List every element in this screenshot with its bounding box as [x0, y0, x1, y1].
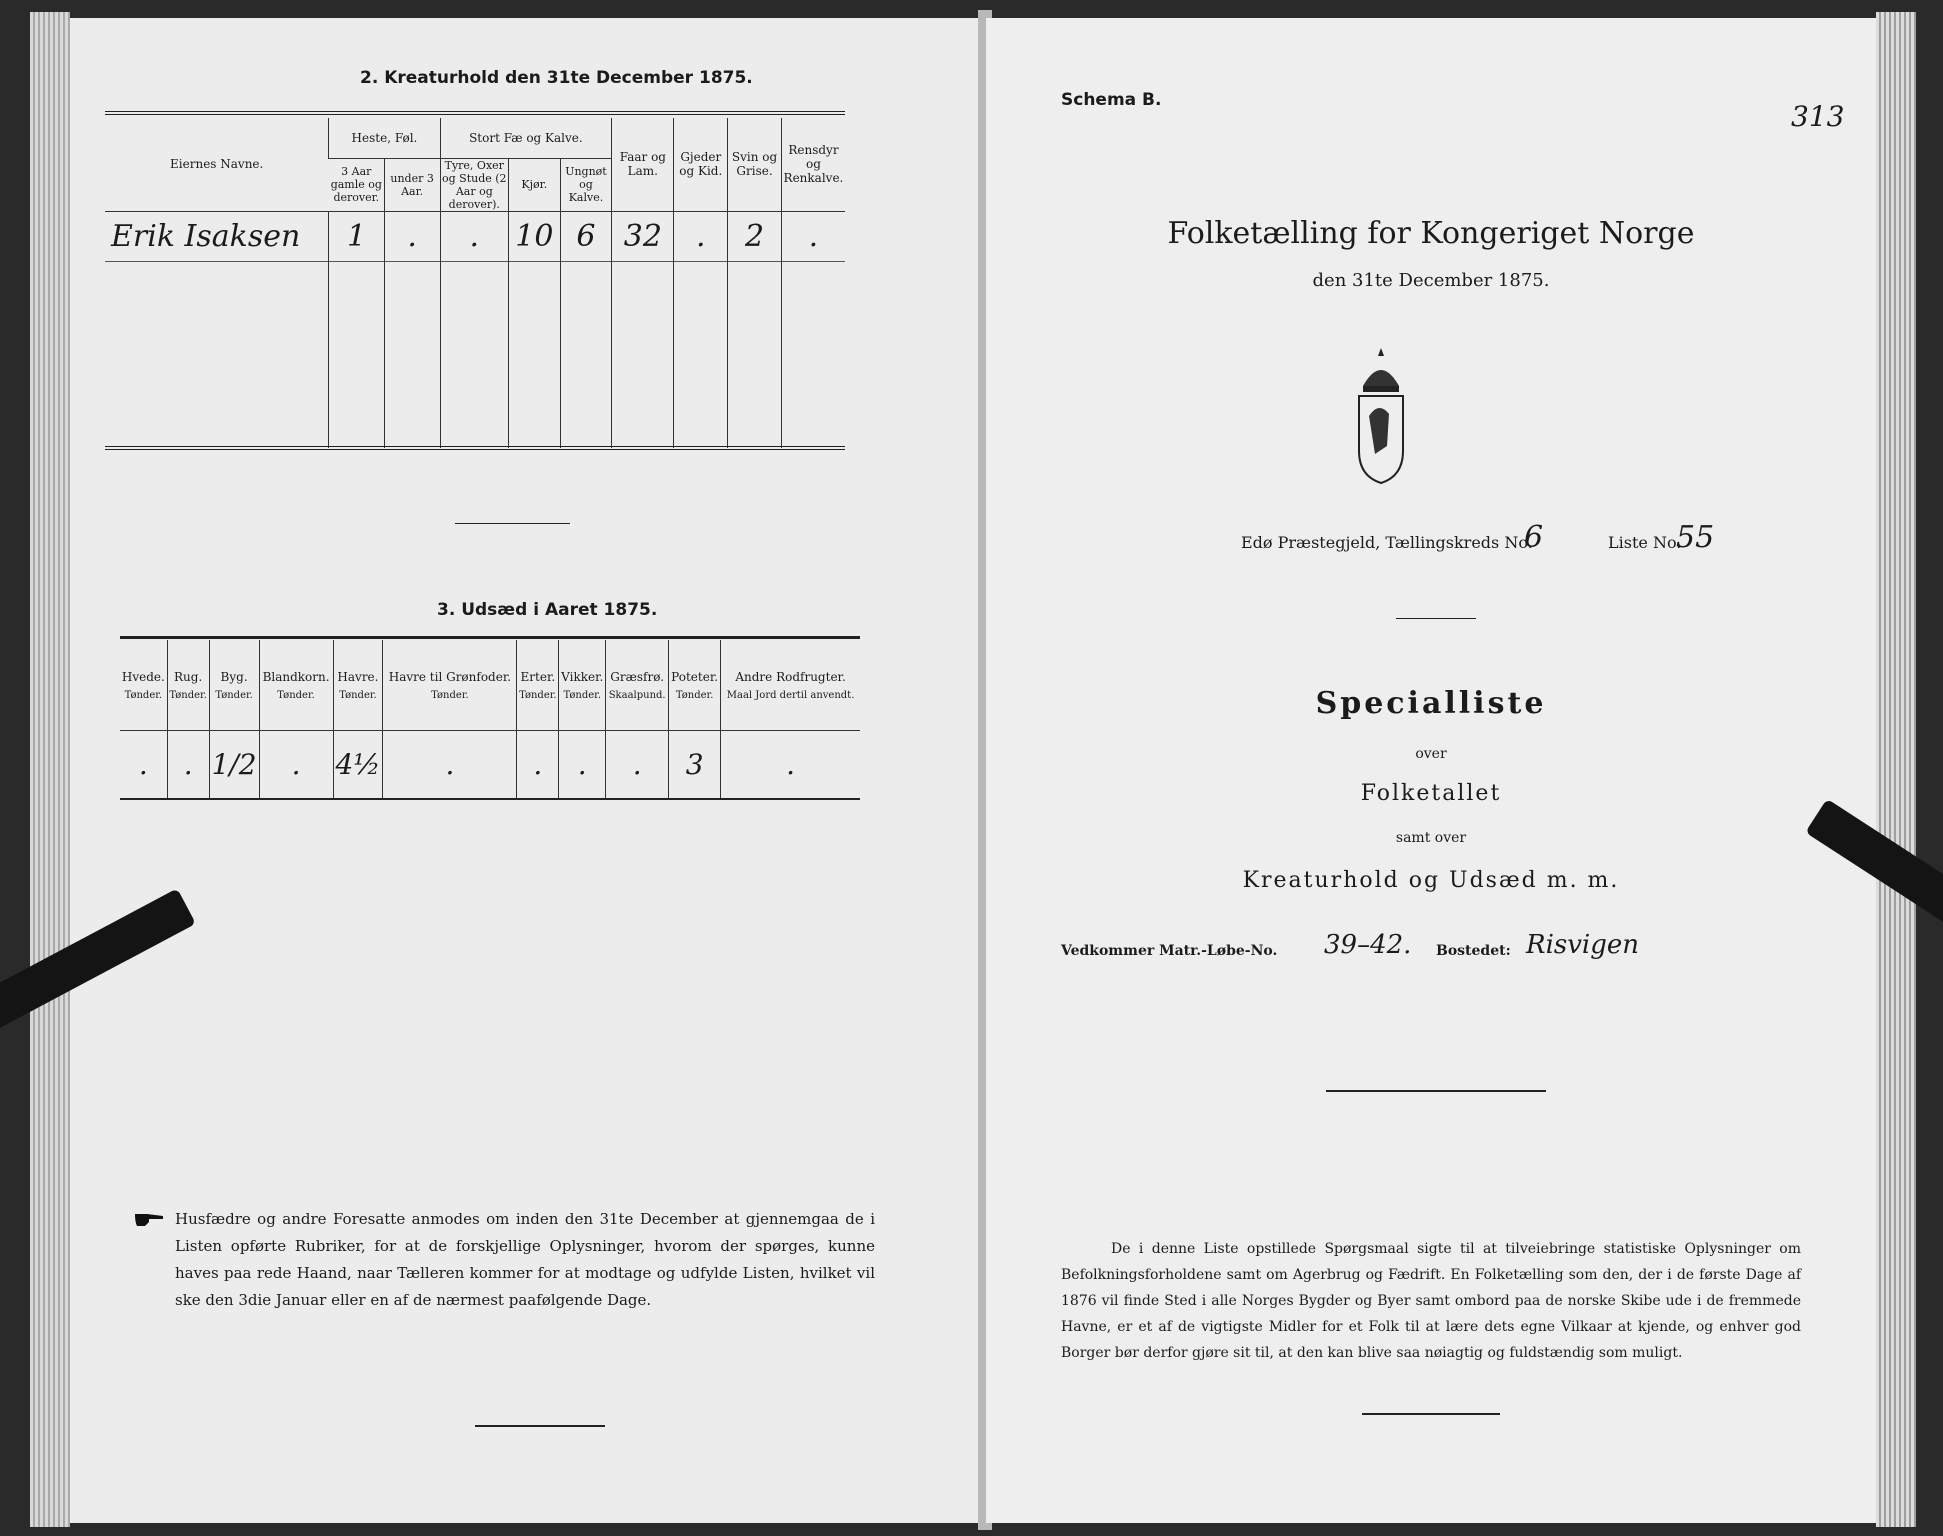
crop-name: Andre Rodfrugter. [735, 669, 846, 684]
crop-name: Havre til Grønfoder. [388, 669, 512, 684]
pigs-header: Svin og Grise. [728, 118, 782, 211]
divider [455, 523, 570, 524]
goats-value: . [674, 211, 728, 261]
crop-header-2 [209, 640, 259, 731]
bottom-rule [1362, 1413, 1500, 1415]
horses-under3-header: under 3 Aar. [384, 158, 440, 211]
sheep-value: 32 [612, 211, 674, 261]
section3-title: 3. Udsæd i Aaret 1875. [437, 600, 658, 620]
crop-unit: Tønder. [563, 689, 602, 701]
cows-value: 10 [509, 211, 561, 261]
samt-over-label: samt over [1395, 830, 1467, 846]
crop-header-9 [669, 640, 721, 731]
crop-name: Græsfrø. [610, 669, 665, 684]
livestock-table [105, 118, 845, 448]
crop-unit: Maal Jord dertil anvendt. [726, 689, 855, 701]
bottom-divider [475, 1425, 605, 1427]
section2-title: 2. Kreaturhold den 31te December 1875. [360, 68, 753, 88]
kreaturhold-label: Kreaturhold og Udsæd m. m. [1242, 868, 1620, 893]
crop-name: Blandkorn. [262, 669, 330, 684]
horses-header: Heste, Føl. [329, 118, 440, 158]
crop-name: Poteter. [671, 669, 719, 684]
crop-value-6: . [517, 731, 559, 799]
crop-unit: Skaalpund. [608, 689, 666, 701]
crop-unit: Tønder. [277, 689, 315, 701]
book-edge-right [1876, 12, 1916, 1527]
crop-header-10 [721, 640, 860, 731]
crop-name: Havre. [337, 669, 379, 684]
crop-table-top-rule [120, 636, 860, 639]
cattle-header: Stort Fæ og Kalve. [440, 118, 612, 158]
crop-value-7: . [559, 731, 606, 799]
crop-name: Vikker. [561, 669, 604, 684]
sheep-header: Faar og Lam. [612, 118, 674, 211]
crop-header-4 [333, 640, 383, 731]
crop-unit: Tønder. [215, 689, 253, 701]
crop-header-6 [517, 640, 559, 731]
district-number: 6 [1524, 520, 1544, 555]
reindeer-value: . [781, 211, 845, 261]
crop-unit: Tønder. [431, 689, 469, 701]
census-date: den 31te December 1875. [1312, 270, 1550, 291]
crop-header-1 [167, 640, 209, 731]
right-divider [1396, 618, 1476, 619]
parish-label: Edø Præstegjeld, Tællingskreds No. [1241, 533, 1533, 552]
crop-value-9: 3 [669, 731, 721, 799]
crop-value-row [120, 731, 860, 799]
horses-3plus-header: 3 Aar gamle og derover. [330, 165, 382, 204]
right-divider-2 [1326, 1090, 1546, 1092]
owner-name: Erik Isaksen [111, 218, 301, 254]
over-label: over [1415, 746, 1447, 762]
census-title: Folketælling for Kongeriget Norge [1167, 216, 1695, 251]
crop-value-2: 1/2 [209, 731, 259, 799]
crop-header-5 [383, 640, 517, 731]
crop-value-5: . [383, 731, 517, 799]
left-page [70, 18, 985, 1523]
book-edge-left [30, 12, 70, 1527]
reindeer-header: Rensdyr og Renkalve. [781, 118, 845, 211]
table-top-rule [105, 111, 845, 115]
footer-text: De i denne Liste opstillede Spørgsmaal sigte til at tilveiebringe statistiske Oplysninger om Befolkningsforholdene samt om Agerbrug og Fædrift. En Folketælling som den, der i de første Dage af 1876 vil finde Sted i alle Norges Bygder og Byer samt ombord paa de norske Skibe ude i de fremmede Havne, er et af de vigtigste Midler for et Folk til at lære dets egne Vilkaar at kjende, og enhver god Borger bør derfor gjøre sit til, at den kan blive saa nøiagtig og fuldstændig som muligt. [1061, 1241, 1801, 1361]
coat-of-arms-icon [1351, 346, 1411, 486]
crop-name: Rug. [174, 669, 203, 684]
livestock-row [105, 211, 845, 261]
list-number: 55 [1676, 520, 1715, 555]
list-label: Liste No. [1608, 533, 1682, 552]
crop-header-8 [606, 640, 669, 731]
crop-unit: Tønder. [169, 689, 207, 701]
crop-name: Hvede. [121, 669, 165, 684]
pointing-hand-icon [133, 1208, 165, 1230]
crop-header-row [120, 640, 860, 731]
young-header: Ungnøt og Kalve. [560, 158, 612, 211]
crop-value-4: 4½ [333, 731, 383, 799]
instructions-note: Husfædre og andre Foresatte anmodes om inden den 31te December at gjennemgaa de i Listen opførte Rubriker, for at de forskjellige Oplysninger, hvorom der spørges, kunne haves paa rede Haand, naar Tælleren kommer for at modtage og udfylde Listen, hvilket vil ske den 3die Januar eller en af de nærmest paafølgende Dage. [175, 1210, 875, 1309]
matr-number: 39–42. [1324, 930, 1412, 960]
folketallet-label: Folketallet [1360, 781, 1502, 806]
crop-table [120, 640, 860, 800]
crop-value-1: . [167, 731, 209, 799]
bulls-header: Tyre, Oxer og Stude (2 Aar og derover). [442, 158, 507, 211]
matr-label: Vedkommer Matr.-Løbe-No. [1061, 943, 1278, 959]
crop-unit: Tønder. [519, 689, 557, 701]
crop-value-8: . [606, 731, 669, 799]
crop-unit: Tønder. [675, 689, 714, 701]
crop-header-3 [259, 640, 333, 731]
empty-row [105, 261, 845, 448]
schema-label: Schema B. [1061, 90, 1162, 110]
crop-header-7 [559, 640, 606, 731]
specialliste-title: Specialliste [1315, 686, 1547, 721]
crop-name: Byg. [220, 669, 248, 684]
crop-value-3: . [259, 731, 333, 799]
page-number: 313 [1791, 100, 1845, 133]
pigs-value: 2 [728, 211, 782, 261]
bosted-value: Risvigen [1526, 930, 1640, 960]
cows-header: Kjør. [509, 158, 561, 211]
bosted-label: Bostedet: [1436, 943, 1511, 959]
table-bottom-rule [105, 446, 845, 450]
crop-unit: Tønder. [124, 689, 163, 701]
owner-header: Eiernes Navne. [170, 157, 264, 172]
bulls-value: . [440, 211, 508, 261]
crop-value-10: . [721, 731, 860, 799]
horses-3plus-value: 1 [329, 211, 384, 261]
young-value: 6 [560, 211, 612, 261]
horses-under3-value: . [384, 211, 440, 261]
crop-unit: Tønder. [339, 689, 377, 701]
crop-name: Erter. [520, 669, 556, 684]
goats-header: Gjeder og Kid. [674, 118, 728, 211]
crop-value-0: . [138, 748, 148, 782]
right-page [986, 18, 1876, 1523]
crop-header-0 [120, 640, 167, 731]
